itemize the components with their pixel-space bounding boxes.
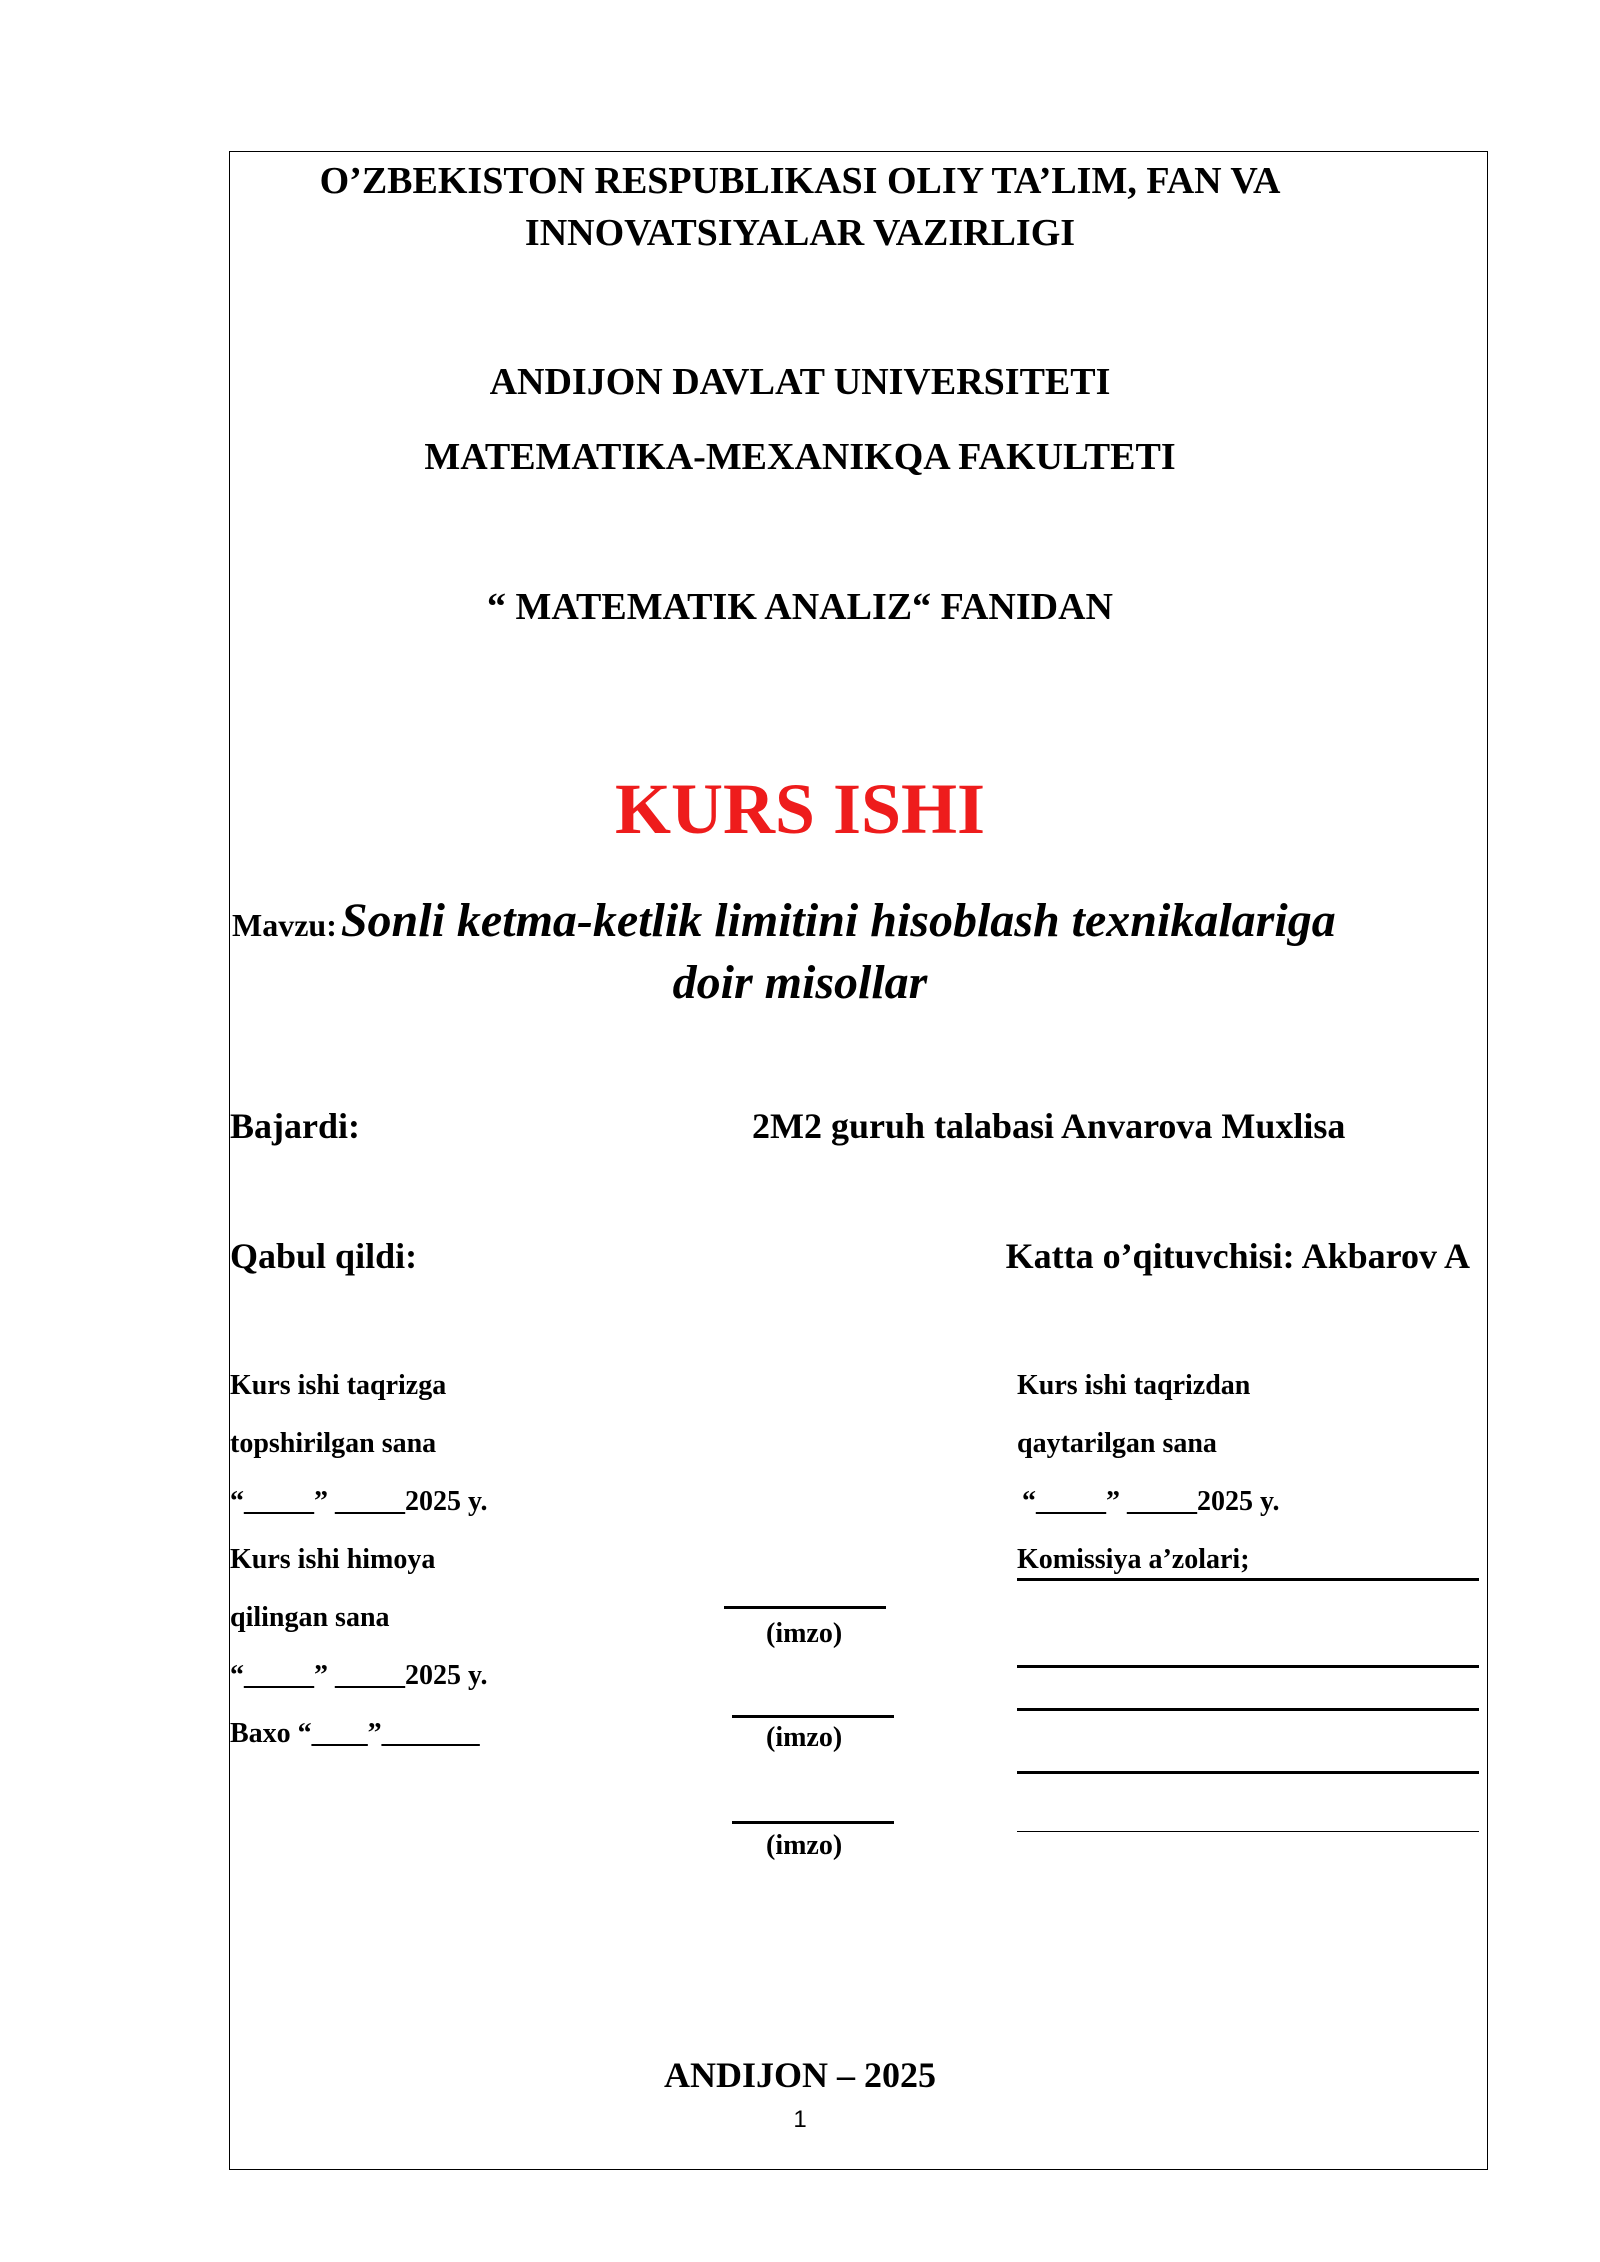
defended-label-2: qilingan sana <box>230 1602 390 1633</box>
topic-line-2: doir misollar <box>672 956 928 1009</box>
signature-caption-2: (imzo) <box>766 1722 843 1753</box>
commission-label: Komissiya a’zolari; <box>1017 1544 1250 1575</box>
signature-line-1 <box>724 1606 886 1609</box>
commission-line-3 <box>1017 1708 1479 1711</box>
performed-label: Bajardi: <box>230 1106 360 1146</box>
returned-label-2: qaytarilgan sana <box>1017 1428 1217 1459</box>
performed-value: 2M2 guruh talabasi Anvarova Muxlisa <box>752 1106 1346 1146</box>
topic-text-1: Sonli ketma-ketlik limitini hisoblash texnikalariga <box>340 894 1336 947</box>
submitted-label-1: Kurs ishi taqrizga <box>230 1370 447 1401</box>
city-year: ANDIJON – 2025 <box>663 2055 936 2095</box>
ministry-line-1: O’ZBEKISTON RESPUBLIKASI OLIY TA’LIM, FAN VA <box>319 160 1281 202</box>
commission-line-4 <box>1017 1771 1479 1774</box>
document-title: KURS ISHI <box>614 769 986 849</box>
signature-caption-3: (imzo) <box>766 1830 843 1861</box>
submitted-date: “_____” _____2025 y. <box>230 1486 488 1517</box>
returned-date: “_____” _____2025 y. <box>1022 1486 1280 1517</box>
returned-label-1: Kurs ishi taqrizdan <box>1017 1370 1251 1401</box>
signature-caption-1: (imzo) <box>766 1618 843 1649</box>
ministry-line-2: INNOVATSIYALAR VAZIRLIGI <box>524 212 1076 254</box>
topic-label: Mavzu: <box>232 907 337 943</box>
university-name: ANDIJON DAVLAT UNIVERSITETI <box>489 361 1111 403</box>
subject-name: “ MATEMATIK ANALIZ“ FANIDAN <box>487 586 1113 628</box>
ministry-title <box>0 155 1600 259</box>
page-number: 1 <box>793 2106 807 2133</box>
commission-line-2 <box>1017 1665 1479 1668</box>
submitted-label-2: topshirilgan sana <box>230 1428 437 1459</box>
faculty-name: MATEMATIKA-MEXANIKQA FAKULTETI <box>424 436 1176 478</box>
signature-line-2 <box>732 1715 894 1718</box>
grade-field: Baxo “____”_______ <box>230 1718 480 1749</box>
accepted-label: Qabul qildi: <box>230 1236 418 1276</box>
defended-label-1: Kurs ishi himoya <box>230 1544 436 1575</box>
defended-date: “_____” _____2025 y. <box>230 1660 488 1691</box>
topic-line-1 <box>232 893 1336 948</box>
commission-line-5 <box>1017 1831 1479 1832</box>
commission-line-1 <box>1017 1578 1479 1581</box>
signature-line-3 <box>732 1821 894 1824</box>
accepted-value: Katta o’qituvchisi: Akbarov A <box>1005 1236 1470 1276</box>
